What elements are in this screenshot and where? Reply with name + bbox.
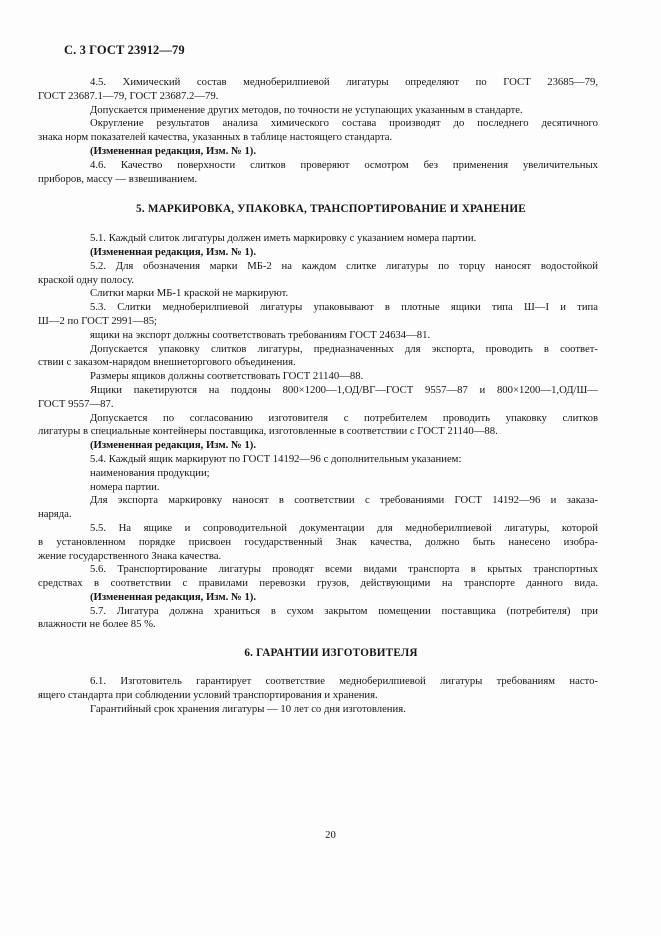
revision-note: (Измененная редакция, Изм. № 1). bbox=[90, 245, 257, 258]
paragraph-alt-methods: Допускается применение других методов, по точности не уступающих указанным в стандарте. bbox=[90, 103, 523, 116]
paragraph-line: 5.2. Для обозначения марки МБ-2 на каждом слитке лигатуры по торцу наносят водостойкой bbox=[90, 259, 598, 272]
paragraph-lot-number: номера партии. bbox=[90, 480, 160, 493]
paragraph-line: приборов, массу — взвешиванием. bbox=[38, 172, 198, 185]
paragraph-line: Допускается упаковку слитков лигатуры, предназначенных для экспорта, проводить в соответ- bbox=[90, 342, 598, 355]
paragraph-line: 6.1. Изготовитель гарантирует соответствие медноберилпиевой лигатуры требованиям насто- bbox=[90, 675, 598, 688]
revision-note: (Измененная редакция, Изм. № 1). bbox=[90, 144, 257, 157]
paragraph-4-6 bbox=[38, 158, 598, 187]
paragraph-5-7 bbox=[38, 604, 598, 633]
paragraph-line: 4.6. Качество поверхности слитков проверяют осмотром без применения увеличительных bbox=[90, 158, 598, 171]
document-body bbox=[38, 76, 598, 716]
paragraph-line: 5.3. Слитки медноберилпиевой лигатуры упаковывают в плотные ящики типа Ш—I и типа bbox=[90, 301, 598, 314]
paragraph-6-1 bbox=[38, 675, 598, 703]
paragraph-warranty: Гарантийный срок хранения лигатуры — 10 лет со дня изготовления. bbox=[90, 702, 406, 715]
paragraph-line: ствии с заказом-нарядом внешнеторгового объединения. bbox=[38, 356, 296, 369]
paragraph-4-5 bbox=[38, 76, 598, 104]
paragraph-5-3 bbox=[38, 301, 598, 329]
paragraph-5-2 bbox=[38, 259, 598, 288]
paragraph-line: краской одну полосу. bbox=[38, 273, 135, 286]
paragraph-line: 5.6. Транспортирование лигатуры проводят всеми видами транспорта в крытых транспортных bbox=[90, 563, 598, 576]
paragraph-5-4: 5.4. Каждый ящик маркируют по ГОСТ 14192—96 с дополнительным указанием: bbox=[90, 452, 462, 465]
section-5-heading: 5. МАРКИРОВКА, УПАКОВКА, ТРАНСПОРТИРОВАНИЕ И ХРАНЕНИЕ bbox=[136, 203, 526, 216]
paragraph-line: ящего стандарта при соблюдении условий транспортирования и хранения. bbox=[38, 688, 378, 701]
paragraph-line: лигатуры в специальные контейнеры поставщика, изготовленные в соответствии с ГОСТ 21140—88. bbox=[38, 425, 498, 438]
revision-note: (Измененная редакция, Изм. № 1). bbox=[90, 439, 257, 452]
paragraph-pallets bbox=[38, 383, 598, 412]
paragraph-line: жение государственного Знака качества. bbox=[38, 549, 222, 562]
paragraph-line: Округление результатов анализа химического состава производят до последнего десятичного bbox=[90, 117, 598, 130]
paragraph-line: наряда. bbox=[38, 508, 72, 521]
paragraph-line: 5.5. На ящике и сопроводительной документации для медноберилпиевой лигатуры, которой bbox=[90, 521, 598, 534]
paragraph-line: Ящики пакетируются на поддоны 800×1200—1,ОД/ВГ—ГОСТ 9557—87 и 800×1200—1,ОД/Ш— bbox=[90, 383, 598, 396]
paragraph-line: знака норм показателей качества, указанных в таблице настоящего стандарта. bbox=[38, 131, 393, 144]
paragraph-line: Для экспорта маркировку наносят в соответствии с требованиями ГОСТ 14192—96 и заказа- bbox=[90, 494, 598, 507]
section-6-heading: 6. ГАРАНТИИ ИЗГОТОВИТЕЛЯ bbox=[244, 647, 418, 660]
paragraph-line: Ш—2 по ГОСТ 2991—85; bbox=[38, 314, 158, 327]
paragraph-line: ГОСТ 9557—87. bbox=[38, 397, 114, 410]
paragraph-containers bbox=[38, 411, 598, 440]
paragraph-product-name: наименования продукции; bbox=[90, 466, 210, 479]
paragraph-5-5 bbox=[38, 521, 598, 563]
paragraph-line: влажности не более 85 %. bbox=[38, 618, 156, 631]
paragraph-box-size: Размеры ящиков должны соответствовать ГОСТ 21140—88. bbox=[90, 370, 364, 383]
paragraph-rounding bbox=[38, 117, 598, 145]
paragraph-5-6 bbox=[38, 563, 598, 591]
paragraph-line: ГОСТ 23687.1—79, ГОСТ 23687.2—79. bbox=[38, 89, 219, 102]
paragraph-line: 5.7. Лигатура должна храниться в сухом закрытом помещении поставщика (потребителя) при bbox=[90, 604, 598, 617]
paragraph-line: Допускается по согласованию изготовителя с потребителем проводить упаковку слитков bbox=[90, 411, 598, 424]
page-header: С. 3 ГОСТ 23912—79 bbox=[64, 43, 185, 57]
paragraph-line: в установленном порядке присвоен государственный Знак качества, должно быть нанесено изобра- bbox=[38, 535, 598, 548]
page-number: 20 bbox=[325, 829, 336, 841]
paragraph-export-marking bbox=[38, 494, 598, 522]
paragraph-5-1: 5.1. Каждый слиток лигатуры должен иметь маркировку с указанием номера партии. bbox=[90, 232, 477, 245]
paragraph-export-boxes: ящики на экспорт должны соответствовать требованиям ГОСТ 24634—81. bbox=[90, 328, 431, 341]
paragraph-line: средствах в соответствии с правилами перевозки грузов, действующими на транспорте данного вида. bbox=[38, 577, 598, 590]
paragraph-export-pack bbox=[38, 342, 598, 371]
paragraph-line: 4.5. Химический состав медноберилпиевой лигатуры определяют по ГОСТ 23685—79, bbox=[90, 76, 598, 88]
revision-note: (Измененная редакция, Изм. № 1). bbox=[90, 590, 257, 603]
paragraph-mb1: Слитки марки МБ-1 краской не маркируют. bbox=[90, 287, 289, 300]
